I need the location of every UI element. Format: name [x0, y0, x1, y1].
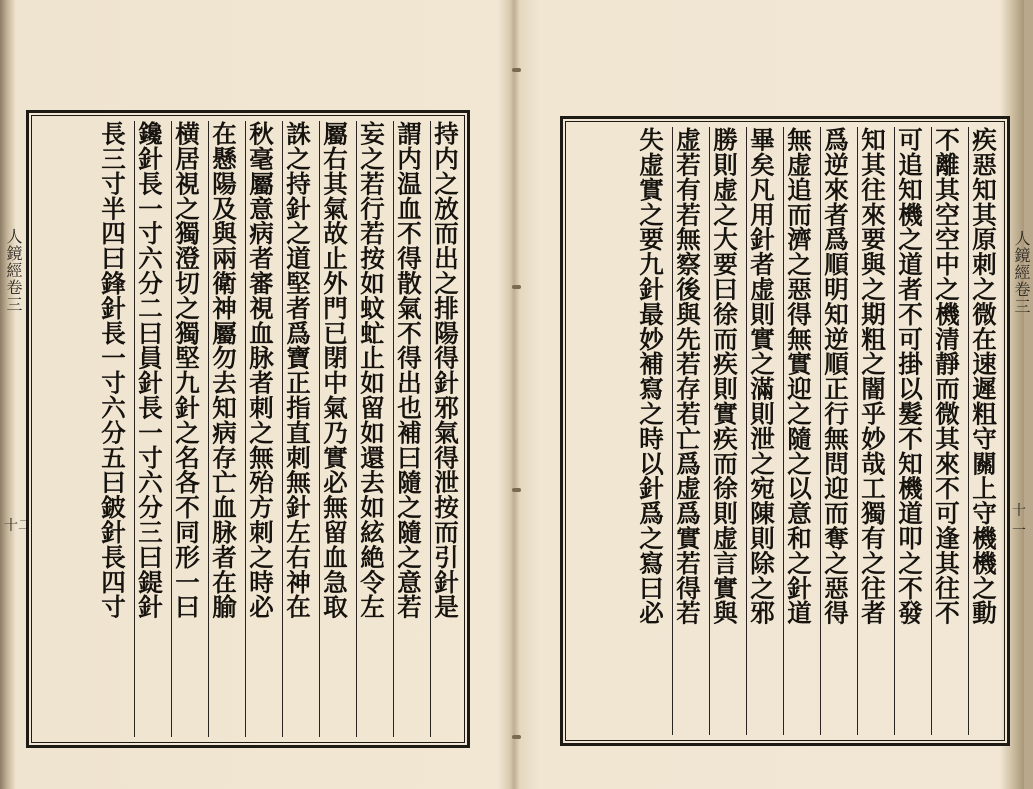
left-text-frame — [26, 110, 470, 748]
text-column: 長三寸半四曰鋒針長一寸六分五曰鈹針長四寸 — [98, 121, 127, 619]
text-column: 在懸陽及與兩衛神屬勿去知病存亡血脉者在腧 — [208, 121, 239, 737]
text-column: 疾惡知其原刺之微在速遲粗守關上守機機之動 — [968, 127, 999, 735]
text-column: 失虚實之要九針最妙補寫之時以針爲之寫曰必 — [636, 127, 665, 625]
right-text-frame — [560, 116, 1010, 746]
text-column: 秋毫屬意病者審視血脉者刺之無殆方刺之時必 — [245, 121, 276, 737]
left-folio-number: 十二 — [4, 518, 32, 534]
text-column: 屬右其氣故止外門已閉中氣乃實必無留血急取 — [319, 121, 350, 737]
right-text-block — [571, 127, 999, 735]
left-page — [0, 0, 514, 789]
text-column: 持内之放而出之排陽得針邪氣得泄按而引針是 — [430, 121, 461, 737]
text-column: 勝則虚之大要曰徐而疾則實疾而徐則虚言實與 — [709, 127, 740, 735]
text-column: 知其往來要與之期粗之闇乎妙哉工獨有之往者 — [857, 127, 888, 735]
text-column: 虚若有若無察後與先若存若亡爲虚爲實若得若 — [672, 127, 703, 735]
text-column: 妄之若行若按如蚊虻止如留如還去如絃絶令左 — [356, 121, 387, 737]
text-column: 爲逆來者爲順明知逆順正行無問迎而奪之惡得 — [820, 127, 851, 735]
right-page — [514, 0, 1031, 789]
left-text-block — [33, 121, 461, 737]
text-column: 横居視之獨澄切之獨堅九針之名各不同形一曰 — [171, 121, 202, 737]
text-column: 畢矣凡用針者虚則實之滿則泄之宛陳則除之邪 — [746, 127, 777, 735]
text-column: 鑱針長一寸六分二曰員針長一寸六分三曰鍉針 — [134, 121, 165, 737]
right-folio-number: 十一 — [1012, 503, 1026, 539]
left-margin-title: 人鏡經卷三 — [4, 228, 23, 313]
text-column: 不離其空空中之機清靜而微其來不可逢其往不 — [931, 127, 962, 735]
text-column: 誅之持針之道堅者爲寶正指直刺無針左右神在 — [282, 121, 313, 737]
right-margin-title: 人鏡經卷三 — [1012, 230, 1031, 315]
text-column: 謂内温血不得散氣不得出也補曰隨之隨之意若 — [393, 121, 424, 737]
text-column: 可追知機之道者不可掛以髮不知機道叩之不發 — [894, 127, 925, 735]
text-column: 無虚追而濟之惡得無實迎之隨之以意和之針道 — [783, 127, 814, 735]
